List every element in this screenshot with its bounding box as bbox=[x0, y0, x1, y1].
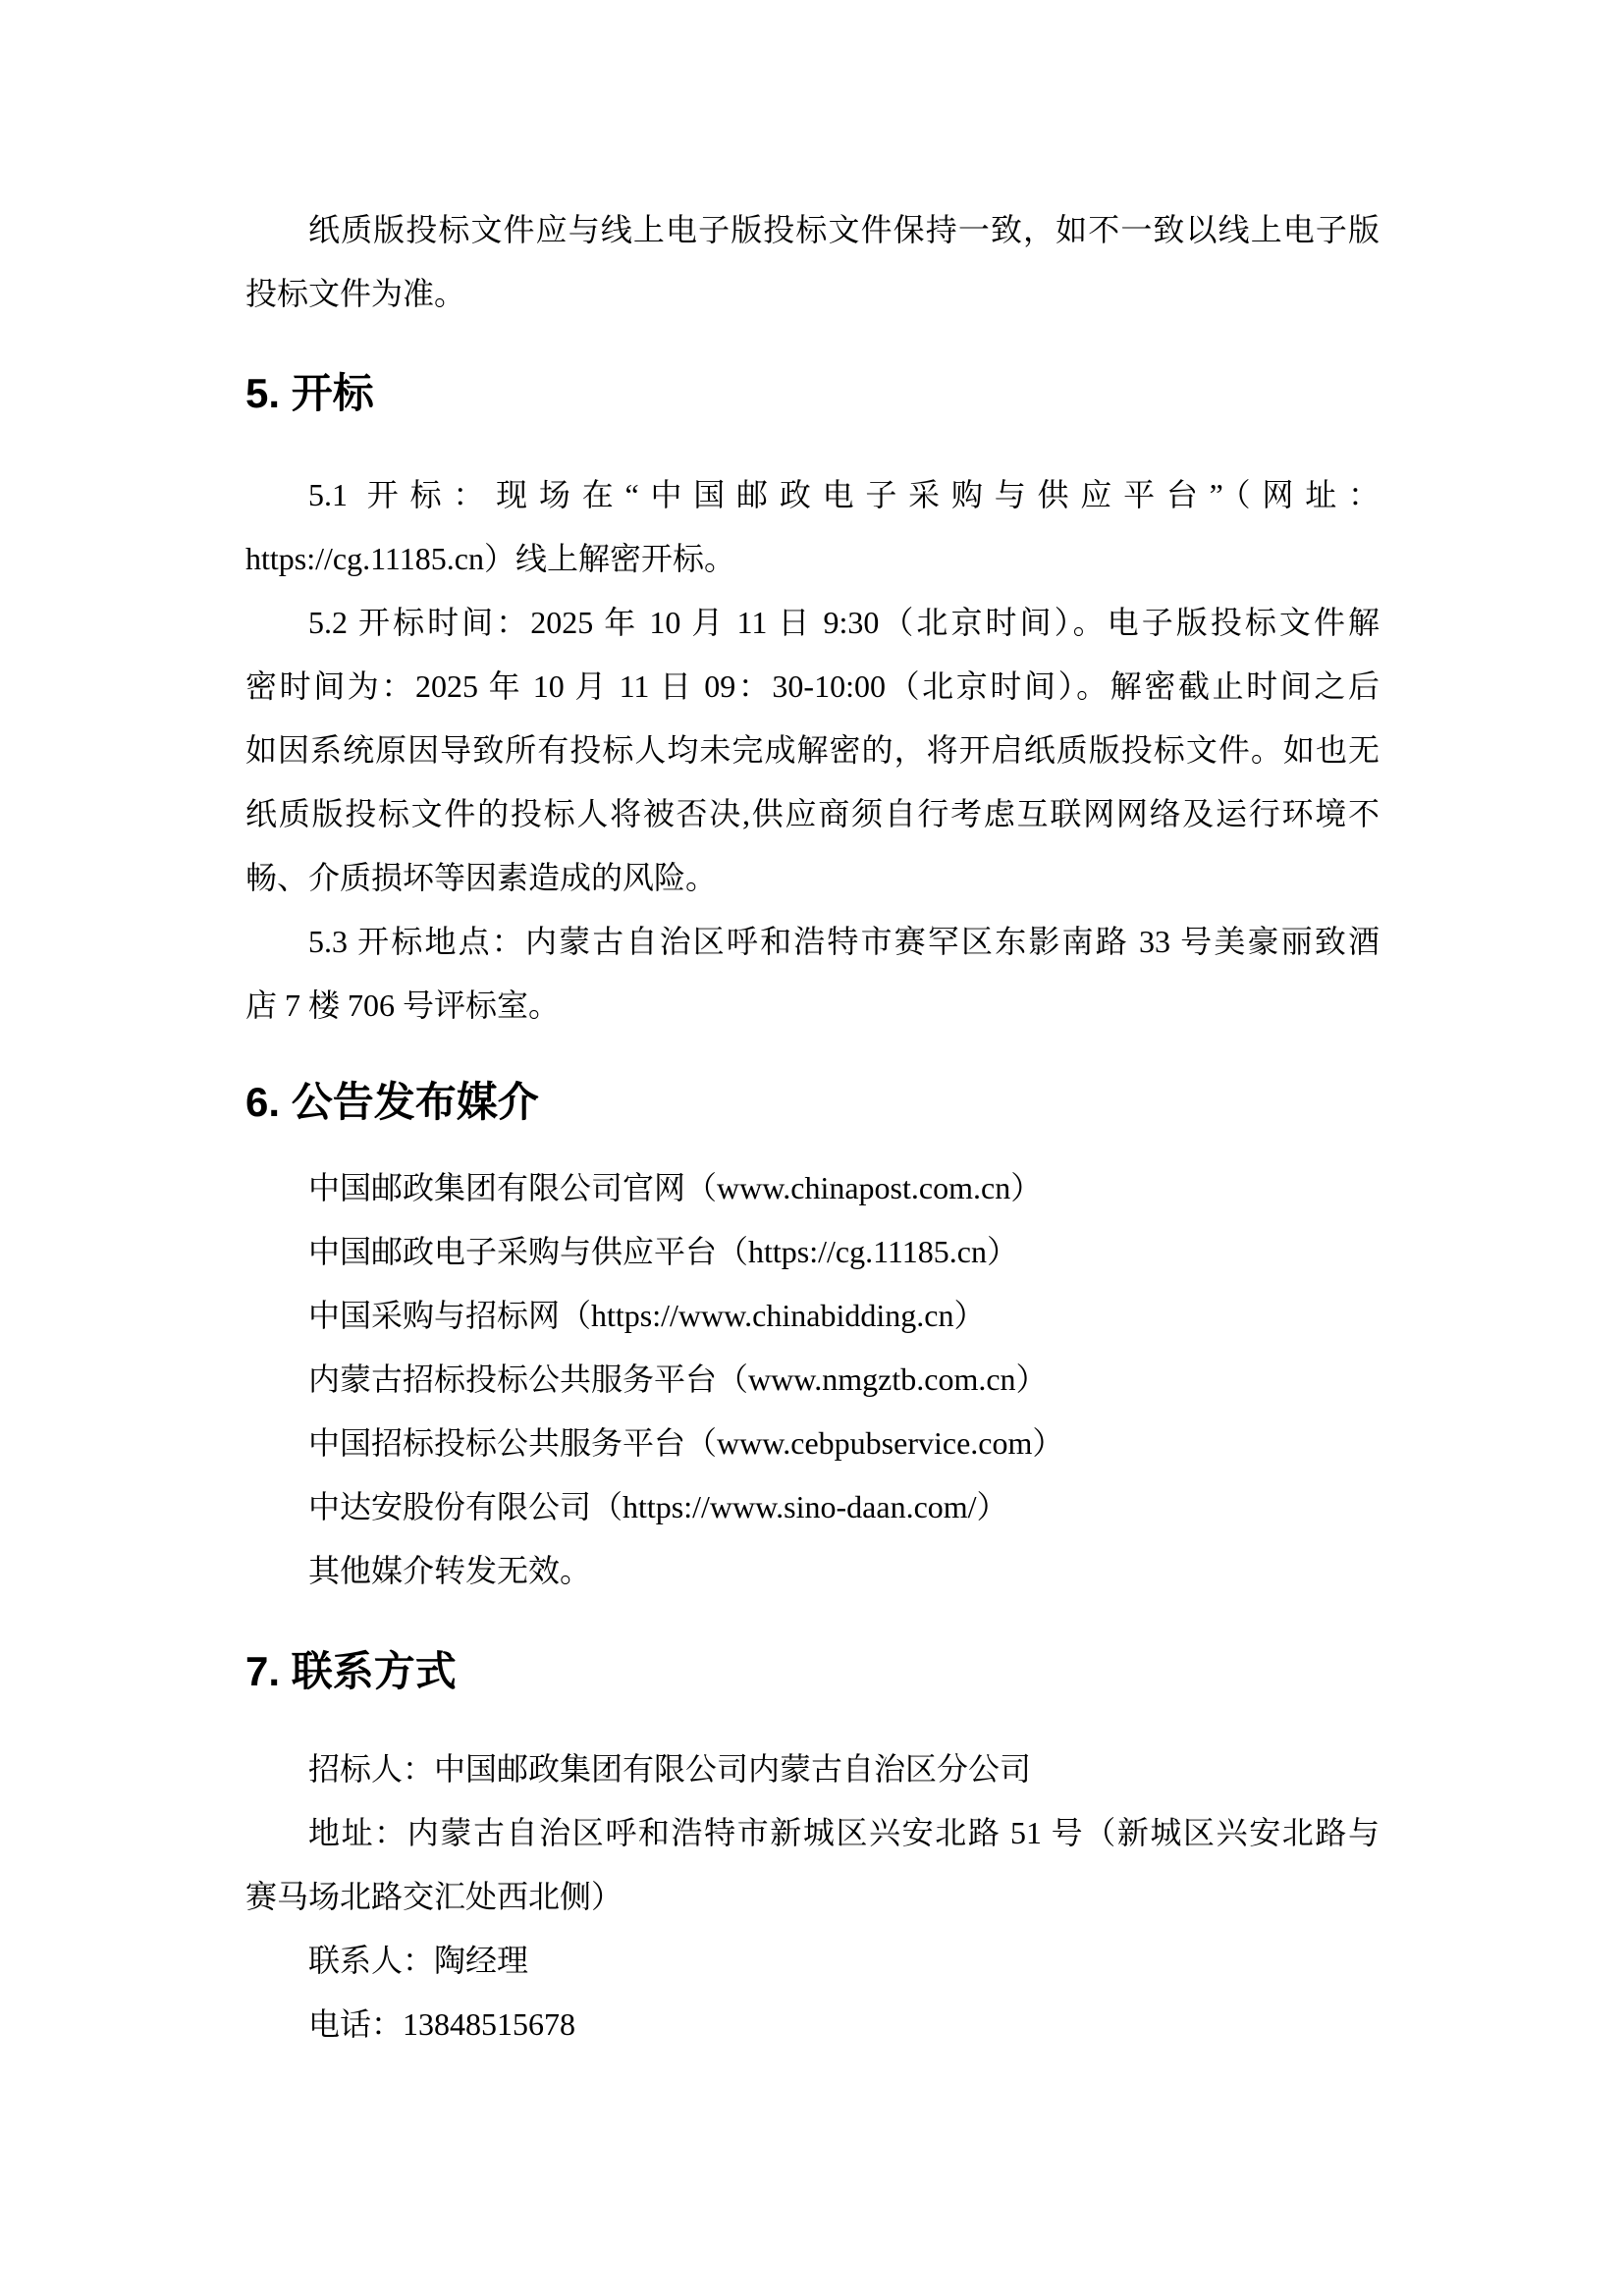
clause-5-2-line-3: 如因系统原因导致所有投标人均未完成解密的，将开启纸质版投标文件。如也无 bbox=[245, 732, 1380, 768]
section-5-heading: 5. 开标 bbox=[245, 370, 374, 416]
clause-5-2-line-1: 5.2 开标时间：2025 年 10 月 11 日 9:30（北京时间）。电子版投标文件解 bbox=[308, 605, 1380, 640]
contact-phone-line: 电话：13848515678 bbox=[308, 2006, 576, 2042]
clause-5-2-line-5: 畅、介质损坏等因素造成的风险。 bbox=[245, 860, 718, 895]
media-line-chinapost-official: 中国邮政集团有限公司官网（www.chinapost.com.cn） bbox=[308, 1170, 1043, 1205]
intro-paragraph-line-1: 纸质版投标文件应与线上电子版投标文件保持一致，如不一致以线上电子版 bbox=[308, 212, 1380, 247]
clause-5-1-line-2: https://cg.11185.cn）线上解密开标。 bbox=[245, 541, 735, 576]
media-line-cebpubservice: 中国招标投标公共服务平台（www.cebpubservice.com） bbox=[308, 1425, 1064, 1461]
media-line-sino-daan: 中达安股份有限公司（https://www.sino-daan.com/） bbox=[308, 1489, 1008, 1524]
contact-tenderer-line: 招标人：中国邮政集团有限公司内蒙古自治区分公司 bbox=[308, 1751, 1032, 1787]
media-line-eprocurement-platform: 中国邮政电子采购与供应平台（https://cg.11185.cn） bbox=[308, 1234, 1018, 1269]
contact-address-line-1: 地址：内蒙古自治区呼和浩特市新城区兴安北路 51 号（新城区兴安北路与 bbox=[308, 1815, 1380, 1850]
section-7-heading: 7. 联系方式 bbox=[245, 1648, 457, 1694]
clause-5-2-line-4: 纸质版投标文件的投标人将被否决,供应商须自行考虑互联网网络及运行环境不 bbox=[245, 796, 1380, 831]
clause-5-1-line-1: 5.1 开标：现场在“中国邮政电子采购与供应平台”（网址： bbox=[308, 477, 1380, 512]
media-line-nmgztb: 内蒙古招标投标公共服务平台（www.nmgztb.com.cn） bbox=[308, 1362, 1048, 1397]
clause-5-3-line-1: 5.3 开标地点：内蒙古自治区呼和浩特市赛罕区东影南路 33 号美豪丽致酒 bbox=[308, 924, 1380, 959]
clause-5-2-line-2: 密时间为：2025 年 10 月 11 日 09：30-10:00（北京时间）。解密截止时间之后 bbox=[245, 668, 1380, 704]
intro-paragraph-line-2: 投标文件为准。 bbox=[245, 276, 466, 311]
section-6-heading: 6. 公告发布媒介 bbox=[245, 1079, 539, 1125]
contact-person-line: 联系人：陶经理 bbox=[308, 1943, 529, 1978]
contact-address-line-2: 赛马场北路交汇处西北侧） bbox=[245, 1879, 623, 1914]
media-line-other-invalid: 其他媒介转发无效。 bbox=[308, 1553, 592, 1588]
media-line-chinabidding: 中国采购与招标网（https://www.chinabidding.cn） bbox=[308, 1298, 986, 1333]
clause-5-3-line-2: 店 7 楼 706 号评标室。 bbox=[245, 988, 561, 1023]
